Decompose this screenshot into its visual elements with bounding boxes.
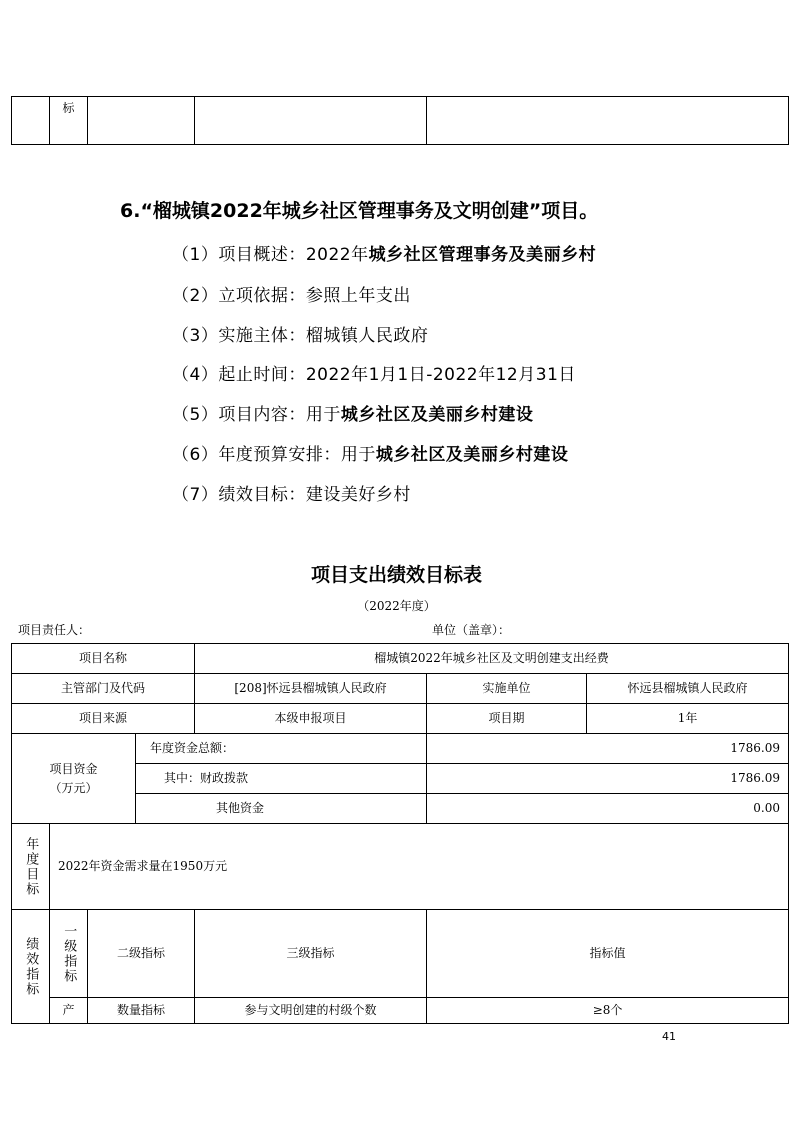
item-text: 用于 — [305, 405, 341, 425]
funds-label — [12, 734, 136, 824]
item-basis — [172, 281, 411, 306]
item-period — [172, 360, 576, 385]
item-label: （7）绩效目标： — [172, 485, 306, 505]
impl-label: 实施单位 — [427, 674, 587, 704]
dept-value: [208]怀远县榴城镇人民政府 — [195, 674, 427, 704]
item-text: 2022年 — [305, 245, 369, 265]
period-value: 1年 — [587, 704, 789, 734]
source-value: 本级申报项目 — [195, 704, 427, 734]
item-bold-text: 城乡社区及美丽乡村建设 — [375, 445, 569, 465]
value-label: 指标值 — [427, 910, 789, 998]
project-name-label: 项目名称 — [12, 644, 195, 674]
table-title: 项目支出绩效目标表 — [310, 564, 482, 586]
last-level3: 参与文明创建的村级个数 — [195, 998, 427, 1024]
item-text: 建设美好乡村 — [305, 485, 411, 505]
item-bold-text: 城乡社区及美丽乡村建设 — [340, 405, 534, 425]
item-goal — [172, 480, 411, 505]
cell-empty — [88, 97, 195, 145]
item-text: 2022年1月1日-2022年12月31日 — [305, 365, 576, 385]
responsible-label: 项目责任人： — [18, 623, 91, 637]
last-value: ≥8个 — [427, 998, 789, 1024]
other-label: 其他资金 — [136, 794, 427, 824]
dept-label: 主管部门及代码 — [12, 674, 195, 704]
cell-empty — [427, 97, 789, 145]
level1-label: 一级指标 — [50, 910, 88, 998]
annual-goal-value: 2022年资金需求量在1950万元 — [50, 824, 789, 910]
perf-label: 绩效指标 — [12, 910, 50, 1024]
source-label: 项目来源 — [12, 704, 195, 734]
funds-label-line1: 项目资金 — [49, 762, 98, 777]
funds-label-line2: （万元） — [49, 780, 98, 795]
item-bold-text: 城乡社区管理事务及美丽乡村 — [368, 245, 597, 265]
item-text: 参照上年支出 — [305, 286, 411, 306]
item-label: （5）项目内容： — [172, 405, 306, 425]
fiscal-label: 其中：财政拨款 — [136, 764, 427, 794]
top-table-fragment — [11, 96, 789, 145]
item-label: （6）年度预算安排： — [172, 445, 341, 465]
item-label: （1）项目概述： — [172, 245, 306, 265]
item-text: 用于 — [340, 445, 376, 465]
level3-label: 三级指标 — [195, 910, 427, 998]
item-budget — [172, 440, 568, 465]
section-heading: 6.“榴城镇2022年城乡社区管理事务及文明创建”项目。 — [120, 200, 599, 222]
total-value: 1786.09 — [427, 734, 789, 764]
item-label: （2）立项依据： — [172, 286, 306, 306]
unit-label: 单位（盖章）： — [432, 623, 511, 637]
other-value: 0.00 — [427, 794, 789, 824]
item-label: （4）起止时间： — [172, 365, 306, 385]
cell-empty — [12, 97, 50, 145]
cell-label: 标 — [50, 97, 88, 145]
cell-empty — [195, 97, 427, 145]
project-name-value: 榴城镇2022年城乡社区及文明创建支出经费 — [195, 644, 789, 674]
page-number: 41 — [662, 1030, 676, 1043]
item-text: 榴城镇人民政府 — [305, 326, 429, 346]
level2-label: 二级指标 — [88, 910, 195, 998]
performance-table — [11, 643, 789, 1024]
last-level1: 产 — [50, 998, 88, 1024]
last-level2: 数量指标 — [88, 998, 195, 1024]
period-label: 项目期 — [427, 704, 587, 734]
item-overview — [172, 240, 596, 265]
item-label: （3）实施主体： — [172, 326, 306, 346]
fiscal-value: 1786.09 — [427, 764, 789, 794]
impl-value: 怀远县榴城镇人民政府 — [587, 674, 789, 704]
table-year: （2022年度） — [357, 599, 436, 613]
item-entity — [172, 321, 428, 346]
annual-goal-label: 年度目标 — [12, 824, 50, 910]
total-label: 年度资金总额： — [136, 734, 427, 764]
item-content — [172, 400, 533, 425]
